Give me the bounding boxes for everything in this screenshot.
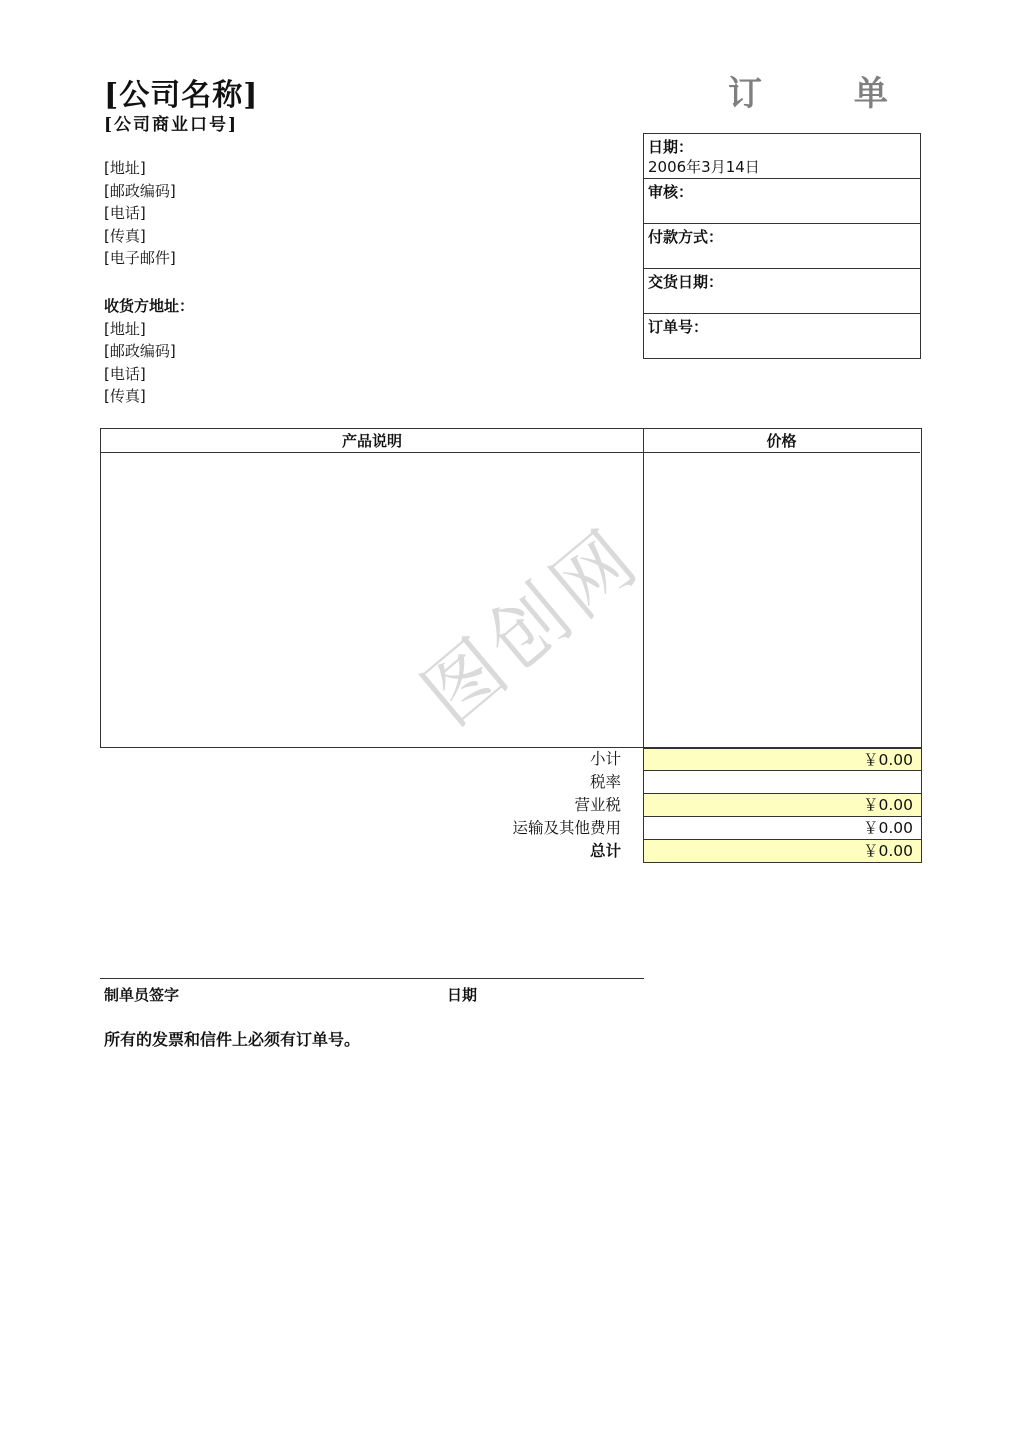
subtotal-value: ￥0.00 [643, 748, 922, 771]
ship-to-label: 收货方地址： [104, 297, 195, 315]
shipping-label: 运输及其他费用 [512, 819, 621, 837]
company-slogan: [公司商业口号] [104, 115, 239, 135]
watermark: 图创网 [406, 511, 658, 743]
delivery-row[interactable] [644, 269, 920, 314]
summary-values [643, 748, 922, 863]
postcode-line: [邮政编码] [104, 181, 176, 200]
shipping-value[interactable]: ￥0.00 [643, 817, 922, 840]
signature-date-label: 日期 [447, 986, 478, 1004]
tax-rate-label: 税率 [589, 773, 621, 791]
order-info-box [643, 133, 921, 359]
tax-rate-value[interactable] [643, 771, 922, 794]
payment-label: 付款方式： [648, 228, 724, 246]
document-title: 订 单 [728, 74, 928, 114]
subtotal-label: 小计 [589, 750, 621, 768]
delivery-label: 交货日期： [648, 273, 724, 291]
ship-fax-line: [传真] [104, 387, 146, 406]
order-number-row[interactable] [644, 314, 920, 357]
sales-tax-label: 营业税 [574, 796, 621, 814]
summary-labels [440, 748, 621, 863]
price-column-header: 价格 [643, 429, 920, 453]
date-value[interactable]: 2006年3月14日 [648, 158, 760, 176]
date-row [644, 134, 920, 179]
reviewer-label: 审核： [648, 183, 694, 201]
sales-tax-value: ￥0.00 [643, 794, 922, 817]
ship-address-line: [地址] [104, 319, 146, 338]
ship-postcode-line: [邮政编码] [104, 342, 176, 361]
company-address-block [104, 157, 176, 270]
signature-label: 制单员签字 [104, 986, 180, 1004]
ship-phone-line: [电话] [104, 364, 146, 383]
description-column-header: 产品说明 [101, 429, 643, 453]
company-name: [公司名称] [104, 78, 259, 113]
reviewer-row[interactable] [644, 179, 920, 224]
total-label: 总计 [589, 842, 621, 860]
address-line: [地址] [104, 159, 146, 177]
total-value: ￥0.00 [643, 840, 922, 863]
ship-to-block [104, 295, 194, 408]
payment-row[interactable] [644, 224, 920, 269]
order-number-label: 订单号： [648, 318, 709, 336]
footer-note: 所有的发票和信件上必须有订单号。 [104, 1030, 361, 1049]
fax-line: [传真] [104, 226, 146, 245]
price-cell[interactable] [645, 453, 920, 746]
date-label: 日期： [648, 138, 694, 156]
signature-line [100, 978, 644, 979]
email-line: [电子邮件] [104, 249, 176, 268]
phone-line: [电话] [104, 204, 146, 223]
